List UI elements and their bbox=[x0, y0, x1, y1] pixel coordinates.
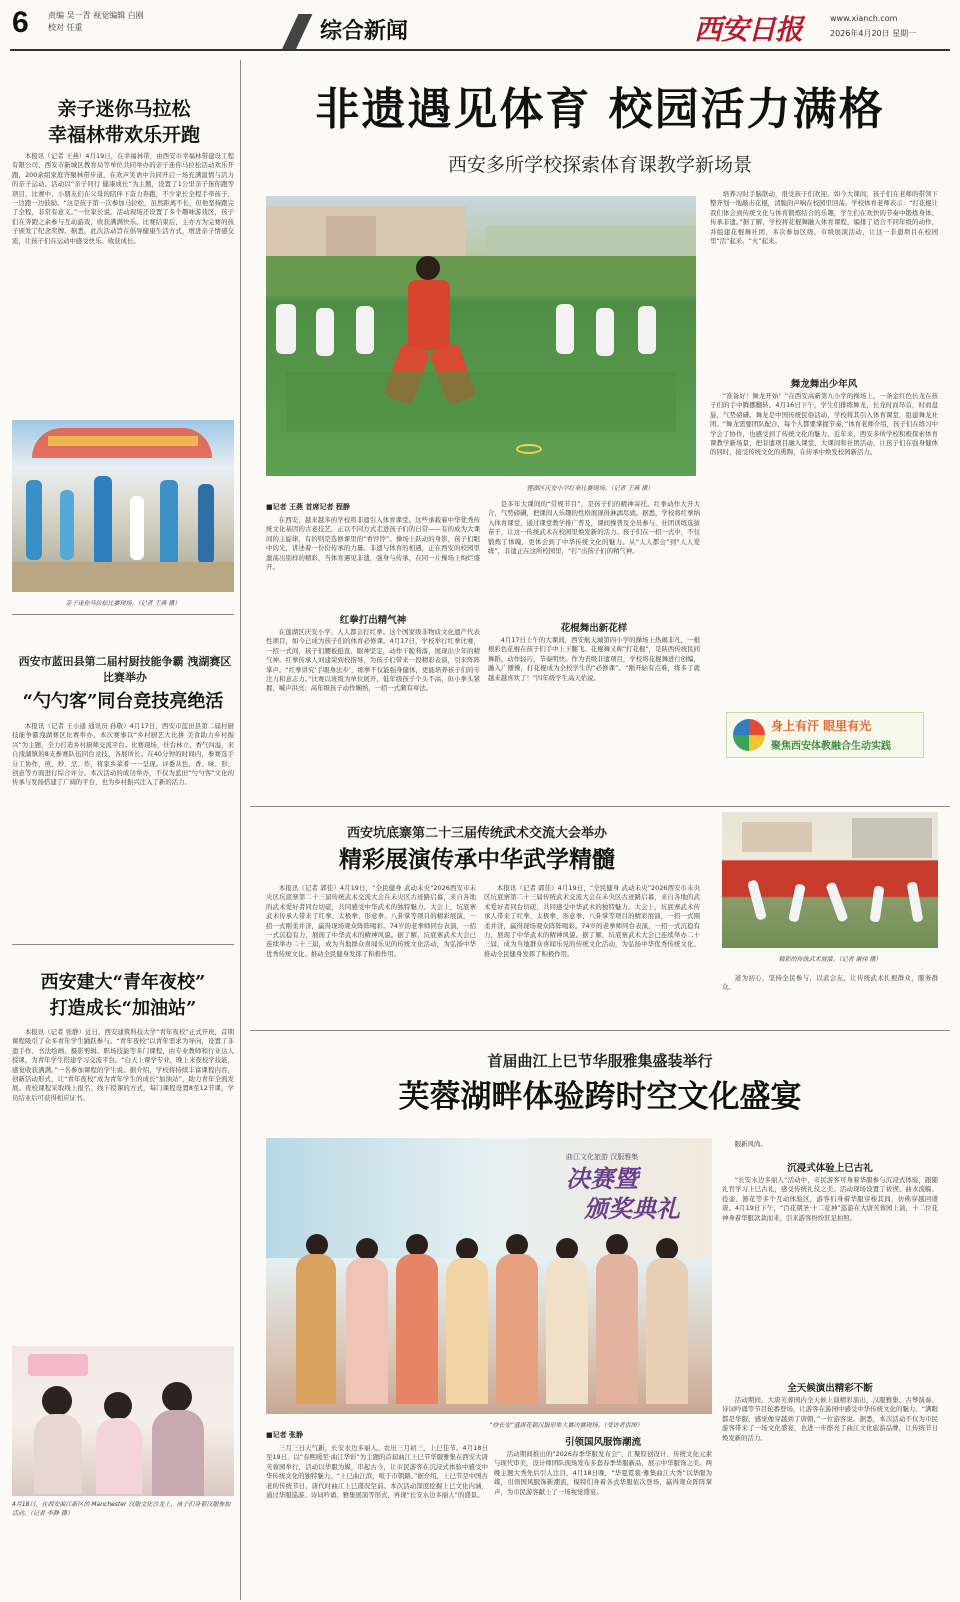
main-sub1: 红拳打出精气神 bbox=[339, 615, 407, 626]
hanfu-col2-body: 活动期间推出的“2026春季华服发布会”，汇聚原创设计、传统文化元素与现代审美，设计师团队现场发布多套春季华服新品，展示中华服饰之美。两晚主题大秀先后引人注目，4月18日晚，“华夏霓裳·雅集曲江大秀”以华服为媒，引领国风服饰新潮流，模特们身着各式华服依次登场，赢得观众阵阵掌声，为市民游客献上了一场视觉盛宴。 bbox=[494, 1450, 712, 1496]
main-headline: 非遗遇见体育 校园活力满格 bbox=[315, 84, 885, 135]
marathon-photo bbox=[12, 420, 234, 592]
pageant-banner: 决赛暨 颁奖典礼 bbox=[566, 1164, 680, 1223]
wushu-kicker: 西安坑底寨第二十三届传统武术交流大会举办 bbox=[346, 826, 607, 841]
promo-line1: 身上有汗 眼里有光 bbox=[771, 719, 872, 733]
promo-box bbox=[726, 712, 924, 758]
hanfu-col3b-body: 活动期间，大唐芙蓉园内全天候上演精彩演出，汉服雅集、古琴演奏、诗词吟诵等节目轮番登场，让游客在游园中感受中华传统文化的魅力。“满眼都是华服，感觉像穿越到了唐朝，”一位游客说。据悉，本次活动不仅为市民游客带来了一场文化盛宴，也进一步擦亮了曲江文化旅游品牌，让传统节日焕发新的活力。 bbox=[722, 1396, 938, 1442]
red-boxing-photo bbox=[266, 196, 696, 476]
story2-body: 本报讯（记者 王小通 通讯员 孙敬）4月17日，西安市蓝田县第二届村厨技能争霸洩湖赛区比赛举办，本次赛事以“乡村厨艺大比拼 美食助力乡村振兴”为主题，全力打造乡村厨师交流平台。比赛现场，灶台林立、香气四溢，来自洩湖镇的8支参赛队伍同台竞技，各展所长。在40分钟的时间内，参赛选手分工协作，煎、炒、烹、炸，将家乡菜肴一一呈现。评委从色、香、味、形、创意等方面进行综合评分。本次活动的成功举办，不仅为蓝田“勺勺客”文化的传承与发扬搭建了广阔的平台，也为乡村振兴注入了新的活力。 bbox=[12, 722, 234, 787]
hanfu-col3-body: “长安水边多丽人”活动中，市民游客可身着华服参与沉浸式体验，跟随礼官学习上巳古礼，感受传统礼仪之美。活动现场设置了祓禊、曲水流觞、投壶、簪花等多个互动体验区，游客们身着华服穿梭其间，仿佛穿越回盛唐。4月19日下午，“百花朝圣·十二花神”巡游在大唐芙蓉园上演，十二位花神身着华服款款而来，引来游客纷纷驻足拍照。 bbox=[722, 1176, 938, 1222]
hanfu-sub3: 全天候演出精彩不断 bbox=[787, 1383, 873, 1394]
pageant-banner-small: 曲江文化旅游 汉服雅集 bbox=[566, 1153, 639, 1161]
hanfu-title: 芙蓉湖畔体验跨时空文化盛宴 bbox=[398, 1079, 802, 1115]
story3-title: 西安建大“青年夜校” 打造成长“加油站” bbox=[40, 972, 206, 1019]
wushu-body-1: 本报讯（记者 郭佳）4月19日，“全民健身 武动未央”2026西安市未央区坑底寨第二十三届传统武术交流大会在未央区古迹路启幕，来自各地的武术爱好者同台切磋，共同感受中华武术的独特魅力。大会上，坑底寨武术传承人带来了红拳、太极拳、形意拳、八卦掌等项目的精彩展演，一招一式刚柔并济，赢得现场观众阵阵喝彩。74岁的老拳师同台表演，一招一式沉稳有力，展现了中华武术的精神风貌。据了解，坑底寨武术大会已连续举办二十三届，成为当地群众喜闻乐见的传统文化活动，为弘扬中华优秀传统文化、推动全民健身发挥了积极作用。 bbox=[266, 884, 476, 958]
main-col3-body: 培养习时手脑联动，很受孩子们欢迎。如今大课间，孩子们在老师的带领下整齐划一地敲击花棍，清脆的声响在校园里回荡。学校体育老师表示：“打花棍让我们体会到传统文化与体育锻炼结合的乐趣，学生们在欢快的节奏中锻炼身体、传承非遗。”据了解，学校将花棍舞融入体育课程，编排了适合不同年级的动作，并组建花棍舞社团，多次参加区级、市级展演活动，让这一非遗项目在校园里“活”起来、“火”起来。 bbox=[710, 190, 938, 246]
section-title: 综合新闻 bbox=[320, 18, 409, 44]
page-header bbox=[0, 0, 960, 50]
wushu-title: 精彩展演传承中华武学精髓 bbox=[339, 846, 615, 873]
wushu-body-2: 本报讯（记者 郭佳）4月19日，“全民健身 武动未央”2026西安市未央区坑底寨第二十三届传统武术交流大会在未央区古迹路启幕，来自各地的武术爱好者同台切磋，共同感受中华武术的独特魅力。大会上，坑底寨武术传承人带来了红拳、太极拳、形意拳、八卦掌等项目的精彩展演，一招一式刚柔并济，赢得现场观众阵阵喝彩。74岁的老拳师同台表演，一招一式沉稳有力，展现了中华武术的精神风貌。据了解，坑底寨武术大会已连续举办二十三届，成为当地群众喜闻乐见的传统文化活动，为弘扬中华优秀传统文化、推动全民健身发挥了积极作用。 bbox=[484, 884, 700, 958]
story3-body: 本报讯（记者 张静）近日，西安建筑科技大学“青年夜校”正式开班，首期课程吸引了众多青年学生踊跃参与。“青年夜校”以青年需求为导向，设置了非遗手作、书法绘画、摄影剪辑、职场技能等多门课程，由专业教师和行业达人授课，为青年学生搭建学习交流平台。“白天上课学专业，晚上来夜校学技能，感觉收获满满。”一名参加课程的学生说。据介绍，学校将持续丰富课程内容，创新活动形式，让“青年夜校”成为青年学生的成长“加油站”，助力青年全面发展。夜校课程采取线上报名、线下授课的方式，每门课程设置8至12节课，学员结业后可获得相应证书。 bbox=[12, 1028, 234, 1102]
story1-title: 亲子迷你马拉松 幸福林带欢乐开跑 bbox=[47, 98, 200, 146]
wushu-photo bbox=[722, 812, 938, 948]
hanfu-byline: ■记者 张静 bbox=[266, 1431, 304, 1439]
page-number: 6 bbox=[12, 6, 29, 39]
hanfu-salon-caption: 4月18日，在西安曲江新区的 Manchester 汉服文化沙龙上，孩子们身着汉服参加活动。（记者 李静 摄） bbox=[12, 1501, 231, 1517]
hanfu-kicker: 首届曲江上巳节华服雅集盛装举行 bbox=[487, 1052, 713, 1070]
main-col3b-body: “准备好！舞龙开始！”在西安高新第九小学的操场上，一条金红色长龙在孩子们的手中腾挪翻转。4月16日下午，学生们排练舞龙，长龙时而昂首，时而盘旋，气势磅礴。舞龙是中国传统民俗活动，学校将其引入体育课堂，组建舞龙社团。“舞龙需要团队配合，每个人都要掌握节奏，”体育老师介绍，孩子们在练习中学会了协作，也感受到了传统文化的魅力。近年来，西安多所学校积极探索体育课教学新场景，把非遗项目融入课堂、大课间和社团活动，让孩子们在强身健体的同时，接受传统文化的熏陶，在传承中焕发校园新活力。 bbox=[710, 392, 938, 457]
main-byline: ■记者 王燕 首席记者 程静 bbox=[266, 503, 350, 511]
newspaper-logo: 西安日报 bbox=[694, 13, 803, 46]
hanfu-col1-body: 三月三日天气新，长安水边多丽人。农历三月初三，上巳佳节。4月18日至19日，以“春熙暖至·曲江华彩”为主题的首届曲江上巳节华服雅集在西安大唐芙蓉园举行，活动以华服为媒，串起古今，让市民游客在沉浸式体验中感受中华传统文化的独特魅力。“上巳曲江滨，喧于市朝路。”据介绍，上巳节是中国古老的传统节日，唐代时曲江上巳盛况空前。本次活动深度挖掘上巳文化内涵，通过华服巡游、诗词吟诵、雅集展演等形式，再现“长安水边多丽人”的盛景。 bbox=[266, 1444, 488, 1500]
main-sub2: 花棍舞出新花样 bbox=[560, 623, 628, 634]
wushu-caption: 精彩的传统武术展演。（记者 谢伟 摄） bbox=[778, 956, 882, 963]
main-col1b-body: 在莲湖区庆安小学，人人都会打红拳。这个国家级非物质文化遗产代表性项目，如今已成为孩子们的体育必修课。4月17日，学校举行红拳比赛，一招一式间，孩子们腰板挺直、眼神坚定，动作干脆利落，展现出少年的精气神。红拳传承人刘建荣到校指导，为孩子们带来一段精彩表演，引来阵阵掌声。“红拳讲究‘手眼身法步’，练拳不仅能强身健体，更能培养孩子们的专注力和意志力。”比赛以班级为单位展开，低年级孩子个头不高，但小拳头紧握，喊声洪亮；高年级孩子动作娴熟，一招一式颇有章法。 bbox=[266, 628, 480, 693]
story2-title: “勺勺客”同台竞技亮绝活 bbox=[22, 691, 224, 712]
hanfu-col3a-body: 眼新风尚。 bbox=[734, 1140, 767, 1148]
header-editors: 责编 吴一青 视觉编辑 白刚 校对 任重 bbox=[48, 11, 144, 32]
hanfu-salon-photo bbox=[12, 1346, 234, 1496]
main-sub3: 舞龙舞出少年风 bbox=[790, 379, 858, 390]
red-boxing-caption: 莲湖区庆安小学红拳比赛现场。（记者 王燕 摄） bbox=[526, 485, 654, 492]
story1-body: 本报讯（记者 王燕）4月19日，在幸福林带，由西安市幸福林带建设工程有限公司、西安市新城区教育局等单位共同举办的亲子迷你马拉松活动欢乐开跑，200余组家庭齐聚林带步道，在欢声笑语中共同开启一场充满温情与活力的亲子运动。活动以“亲子同行 健康成长”为主题，设置了1公里亲子迷你跑等项目，比赛中，小朋友们在父母的陪伴下奋力奔跑，不少家长全程手牵孩子，一边跑一边鼓励。“这是孩子第一次参加马拉松，虽然距离不长，但他坚持跑完了全程，非常有意义。”一位家长说。活动现场还设置了多个趣味游戏区，孩子们在奔跑之余参与互动游戏，收获满满快乐。比赛结束后，主办方为完赛的孩子颁发了纪念奖牌。据悉，此次活动旨在倡导健康生活方式，增进亲子情感交流，让孩子们在运动中感受快乐、收获成长。 bbox=[12, 152, 234, 245]
hanfu-sub1: 引领国风服饰潮流 bbox=[564, 1437, 641, 1448]
main-col2-body: 是多年大课间的“常规节目”，是孩子们的精神寄托。红拳动作大开大合，气势磅礴，把课间人乐趣的性格展现得淋漓尽致。据悉，学校将红拳纳入体育课堂，通过课堂教学推广普及，课间操普及全员参与，社团训练选拔苗子，让这一传统武术在校园里焕发新的活力。孩子们在一招一式中，不仅锻炼了体魄，更体会到了中华传统文化的魅力。从“人人都会”到“人人爱练”，非遗正在这所校园里，“打”出孩子们的精气神。 bbox=[488, 500, 700, 556]
hanfu-pageant-caption: “炒长安”盛唐花朝汉服形象大赛决赛现场。（受访者供图） bbox=[489, 1422, 643, 1429]
hanfu-sub2: 沉浸式体验上巳古礼 bbox=[787, 1163, 873, 1174]
marathon-caption: 亲子迷你马拉松比赛现场。（记者 王燕 摄） bbox=[65, 600, 181, 607]
header-url: www.xianch.com bbox=[830, 14, 898, 23]
main-col1-body: 在西安，越来越多的学校将非遗引入体育课堂。这些承载着中华优秀传统文化基因的古老技艺，正以不同方式走进孩子们的日常——有的成为大课间的主旋律，有的则是选修课里的“香饽饽”。操场上跃动的身影，孩子们眼中的光，讲述着一份份传承的力量。非遗与体育的相遇，正在西安的校园里激荡出别样的精彩，当体育遇见非遗，强身与传承，在同一片操场上绚烂盛开。 bbox=[266, 516, 480, 572]
header-date: 2026年4月20日 星期一 bbox=[830, 29, 917, 38]
header-tab-shape bbox=[282, 14, 313, 50]
story2-kicker: 西安市蓝田县第二届村厨技能争霸 洩湖赛区比赛举办 bbox=[18, 655, 232, 684]
promo-line2: 聚焦西安体教融合生动实践 bbox=[771, 741, 891, 752]
left-column-divider bbox=[240, 60, 241, 1600]
promo-emblem-icon bbox=[733, 719, 765, 751]
hanfu-pageant-photo bbox=[266, 1138, 712, 1414]
main-col2b-body: 4月17日上午的大课间，西安航天城第四小学的操场上热闹非凡，一根根彩色花棍在孩子们手中上下翻飞。花棍舞又称“打花棍”，是陕西传统民间舞蹈，动作轻巧，节奏明快。作为省级非遗项目，学校将花棍舞进行创编，融入广播操，打花棍成为全校学生的“必修课”。“刚开始有点难，练多了就越来越喜欢了！”四年级学生高天佑说。 bbox=[488, 636, 700, 682]
main-subtitle: 西安多所学校探索体育课教学新场景 bbox=[447, 154, 752, 176]
wushu-col3-body: 道为初心，坚持全民参与，以武会友，让传统武术扎根群众，服务群众。 bbox=[722, 974, 938, 992]
